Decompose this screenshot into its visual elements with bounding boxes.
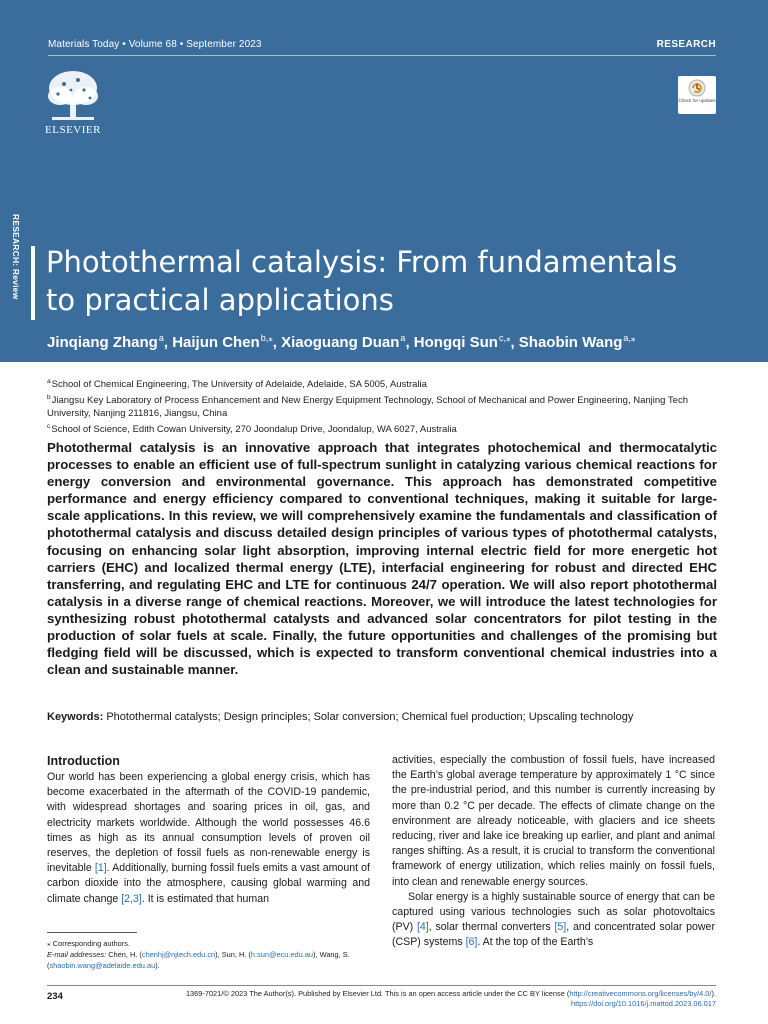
keywords-text: Photothermal catalysts; Design principles; Solar conversion; Chemical fuel production; Upscaling technology [106,711,634,723]
email-link[interactable]: chenhj@njtech.edu.cn [141,950,216,959]
footer-license: 1369-7021/© 2023 The Author(s). Published by Elsevier Ltd. This is an open access article under the CC BY license (http://creativecommons.org/licenses/by/4.0/). https://doi.org/10.1016/j.mattod.2023.06.017 [185,989,716,1008]
author-name[interactable]: Haijun Chen [172,334,260,351]
journal-line: Materials Today • Volume 68 • September 2023 [48,39,262,50]
publisher-name: ELSEVIER [45,124,101,136]
section-heading: Introduction [47,754,120,768]
doi-link[interactable]: https://doi.org/10.1016/j.mattod.2023.06.017 [570,999,716,1008]
citation-link[interactable]: [4] [416,921,429,934]
update-badge-label: Check for updates [678,98,716,103]
email-link[interactable]: h.sun@ecu.edu.au [250,950,314,959]
header-banner [0,0,768,362]
author-sup: c,⁎ [498,333,511,343]
citation-link[interactable]: [2,3] [121,892,142,905]
affiliation-item: $^a$School of Chemical Engineering, The University of Adelaide, Adelaide, SA 5005, Australia [47,378,427,390]
body-column-right [392,753,715,951]
header-divider [48,55,716,56]
affiliations [47,375,717,436]
affiliation-item: $^b$Jiangsu Key Laboratory of Process Enhancement and New Energy Equipment Technology, School of Mechanical and Power Engineering, Nanjing Tech University, Nanjing 211816, Jiangsu, China [47,394,688,419]
body-column-left [47,753,370,907]
author-name[interactable]: Shaobin Wang [518,334,623,351]
author-sup: a [400,333,406,343]
paragraph-continued: . It is estimated that human [141,892,270,905]
author-sup: a,⁎ [623,333,636,343]
abstract: Photothermal catalysis is an innovative approach that integrates photochemical and thermocatalytic processes to enable an efficient use of full-spectrum sunlight in catalyzing various chemical reactions for energy conversion and environmental governance. This approach has demonstrated competitive performance and energy efficiency compared to conventional techniques, making it suitable for large-scale applications. In this review, we will comprehensively examine the fundamentals and classification of photothermal catalysis and discuss detailed design principles of various types of photothermal catalysts, focusing on enhancing solar light absorption, improving internal electric field for more energetic hot carriers (EHC) and localized thermal energy (LTE), interfacial engineering for robust and directed EHC transferring, and regulating EHC and LTE for continuous 24/7 operation. We will also report photothermal catalysis in a diverse range of chemical reactions. Moreover, we will introduce the latest technologies for synthesizing robust photothermal catalysts and advanced solar concentrators for pilot testing in the production of solar fuels at scale. Finally, the future opportunities and challenges of the promising but fledging field will be discussed, which is expected to transform conventional chemical industries into a clean and sustainable manner. [47,440,717,678]
author-sup: a [158,333,164,343]
email-link[interactable]: shaobin.wang@adelaide.edu.au [49,961,156,970]
update-icon [688,79,706,97]
article-title: Photothermal catalysis: From fundamentals to practical applications [46,245,678,317]
section-tag: RESEARCH [656,39,716,50]
author-name[interactable]: Xiaoguang Duan [281,334,400,351]
footer-divider [47,985,716,986]
author-name[interactable]: Hongqi Sun [413,334,498,351]
corresponding-note: ⁎ Corresponding authors. [47,939,130,948]
author-sup: b,⁎ [260,333,273,343]
citation-link[interactable]: [6] [465,936,478,949]
page-number: 234 [47,991,63,1002]
paragraph-continuation: activities, especially the combustion of fossil fuels, have increased the Earth’s global average temperature by approximately 1 °C since the pre-industrial period, and this number is currently increasing by more than 0.2 °C per decade. The effects of climate change on the environment are already noticeable, with glaciers and ice sheets reducing, river and lake ice breaking up earlier, and plant and animal ranges shifting. As a result, it is crucial to transform the conventional framework of energy utilization, which relies mainly on fossil fuels, into clean and renewable energy sources. [392,754,715,888]
email-note: E-mail addresses: Chen, H. (chenhj@njtech.edu.cn), Sun, H. (h.sun@ecu.edu.au), Wang, S. (shaobin.wang@adelaide.edu.au). [47,950,350,970]
citation-link[interactable]: [1] [94,862,107,875]
footnote-divider [47,932,137,933]
check-for-updates-badge[interactable] [678,76,716,114]
footnote [47,938,370,971]
keywords [47,711,717,724]
paragraph: Solar energy is a highly sustainable source of energy that can be captured using various technologies such as solar photovoltaics (PV) [4], solar thermal converters [5], and concentrated solar power (CSP) systems [6]. At the top of the Earth’s [392,890,715,949]
affiliation-item: $^c$School of Science, Edith Cowan University, 270 Joondalup Drive, Joondalup, WA 6027, Australia [47,423,457,435]
license-link[interactable]: http://creativecommons.org/licenses/by/4.0/ [569,989,712,998]
side-accent-bar [31,246,35,320]
author-list: Jinqiang Zhang$^a$, Haijun Chen$^{b,⁎}$, Xiaoguang Duan$^a$, Hongqi Sun$^{c,⁎}$, Shaobin Wang$^{a,⁎}$ [47,333,636,351]
paragraph: Our world has been experiencing a global energy crisis, which has become exacerbated in the aftermath of the COVID-19 pandemic, with widespread shortages and soaring prices in oil, gas, and electricity markets worldwide. Although the world possesses 46.6 times as high as its annual consumption levels of proven oil reserves, the depletion of fossil fuels as non-renewable energy is inevitable [1]. Additionally, burning fossil fuels emits a vast amount of carbon dioxide into the atmosphere, causing global warming and climate change [2,3]. It is estimated that human [47,771,370,905]
author-name[interactable]: Jinqiang Zhang [47,334,158,351]
keywords-label: Keywords: [47,711,104,723]
paragraph [392,753,715,890]
citation-link[interactable]: [5] [554,921,567,934]
side-label-text: RESEARCH: Review [11,214,21,300]
side-section-label [9,216,21,326]
